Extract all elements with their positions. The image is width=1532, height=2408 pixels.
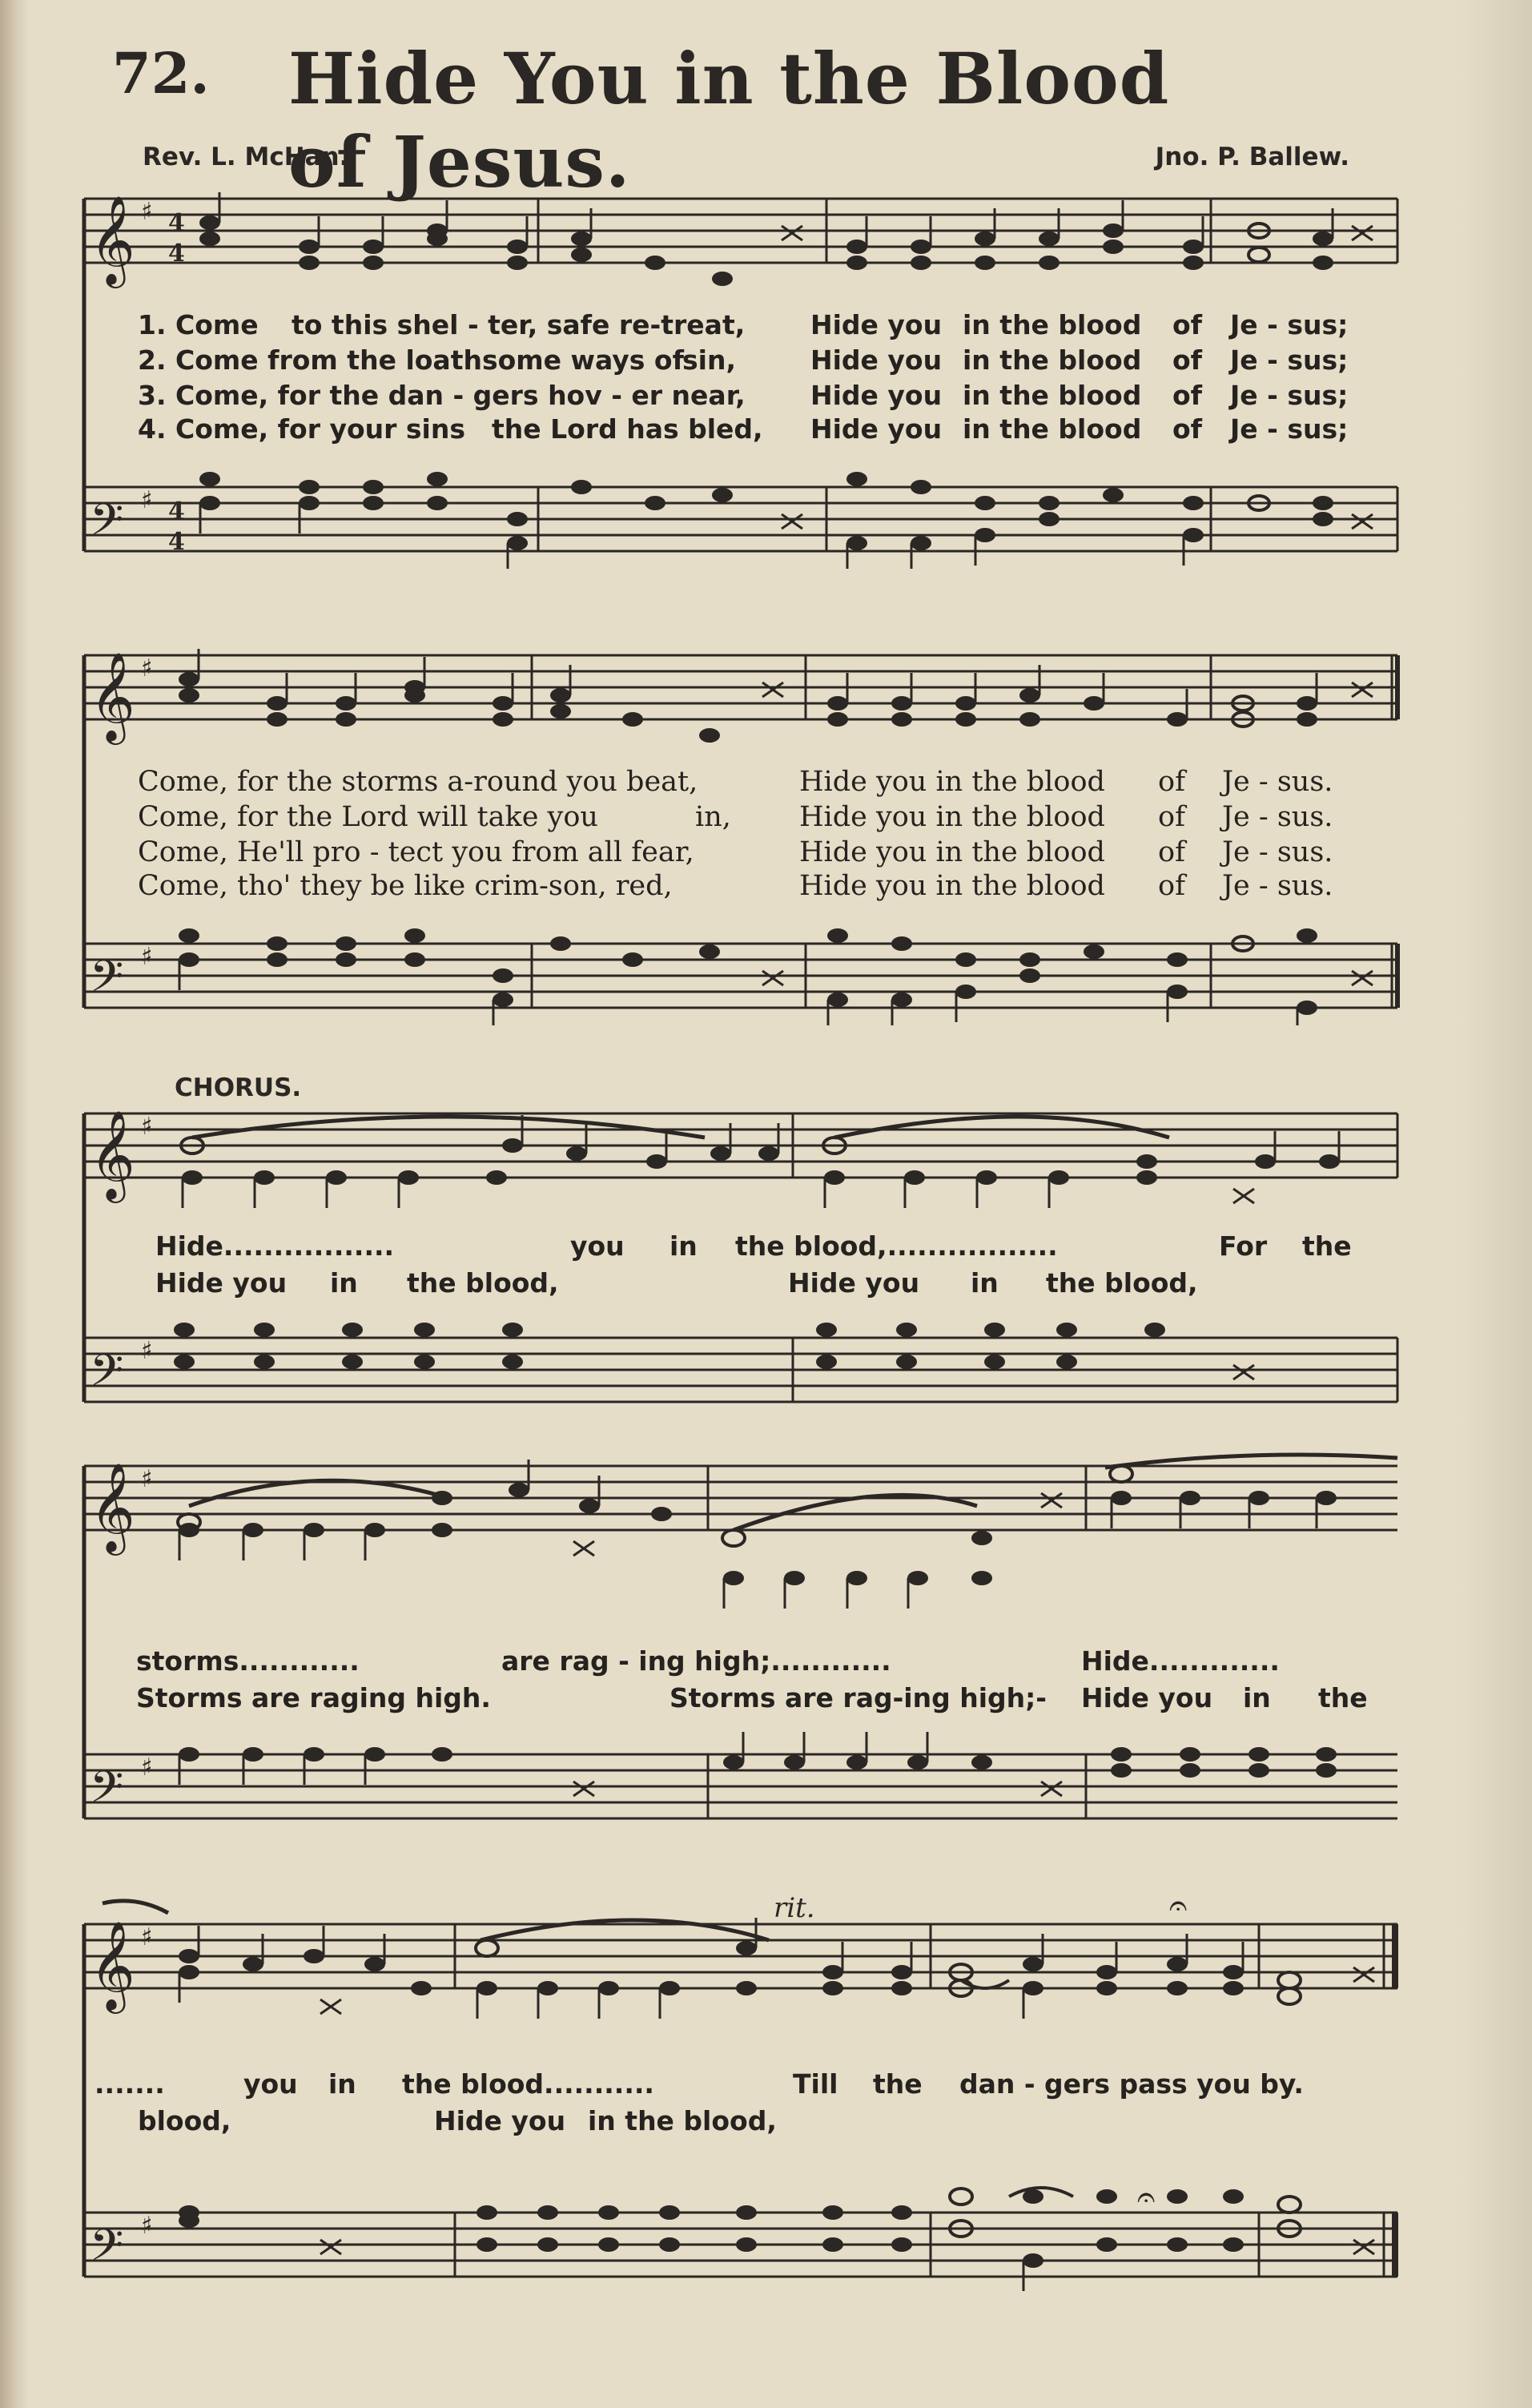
lyric-text: to this shel - ter, safe re-treat, [292,309,746,340]
svg-text:4: 4 [168,240,185,268]
lyric-text: Hide you [810,344,943,376]
lyric-text: of [1158,870,1186,902]
svg-text:4: 4 [168,497,185,525]
lyric-text: Je - sus. [1222,870,1333,902]
lyric-text: Hide you [1081,1682,1213,1713]
svg-text:𝄞: 𝄞 [90,651,135,741]
svg-text:♯: ♯ [141,1923,153,1951]
lyric-text: in [328,2068,356,2100]
lyric-text: the [1302,1230,1352,1262]
lyric-text: Je - sus; [1230,309,1349,340]
lyric-text: Hide................. [155,1230,395,1262]
lyric-text: you [243,2068,298,2100]
lyric-text: in the blood [963,309,1142,340]
lyric-text: of [1172,380,1203,411]
lyric-text: of [1172,413,1203,445]
lyric-text: the blood........... [402,2068,654,2100]
lyric-text: in [1243,1682,1271,1713]
lyric-text: of [1158,766,1186,798]
music-system-3 [0,1099,1532,1419]
lyric-text: Hide you [155,1267,288,1299]
lyric-text: Je - sus; [1230,380,1349,411]
svg-text:𝄞: 𝄞 [90,1109,135,1199]
svg-text:♯: ♯ [141,943,153,971]
lyric-text: ....... [94,2068,165,2100]
lyric-text: in [971,1267,999,1299]
lyric-text: Storms are rag-ing high;- [669,1682,1047,1713]
svg-text:♯: ♯ [141,1113,153,1141]
lyric-text: 2. Come from the loathsome ways of [138,344,684,376]
lyric-text: in [669,1230,698,1262]
lyric-text: of [1158,801,1186,833]
lyric-text: sin, [682,344,736,376]
lyric-text: For [1219,1230,1268,1262]
svg-text:♯: ♯ [141,486,153,514]
svg-text:𝄢: 𝄢 [90,1345,124,1407]
lyric-text: 3. Come, for the dan - gers hov - er near, [138,380,746,411]
lyric-text: in [330,1267,358,1299]
lyric-text: blood, [138,2105,231,2136]
svg-text:𝄞: 𝄞 [90,195,135,284]
lyric-text: of [1158,836,1186,868]
svg-text:𝄞: 𝄞 [90,1462,135,1552]
lyric-text: Come, tho' they be like crim-son, red, [138,870,673,902]
lyric-text: Come, for the storms a-round you beat, [138,766,698,798]
svg-text:𝄐: 𝄐 [1137,2179,1156,2216]
lyric-text: Je - sus. [1222,836,1333,868]
lyric-text: Hide you in the blood [799,870,1105,902]
svg-text:4: 4 [168,528,185,556]
music-system-2 [0,641,1532,1025]
lyric-text: Hide you [788,1267,920,1299]
svg-text:4: 4 [168,209,185,237]
lyric-text: in, [695,801,731,833]
lyric-text: the [1318,1682,1368,1713]
svg-text:𝄞: 𝄞 [90,1920,135,2010]
lyric-text: Hide you [810,380,943,411]
lyric-text: Come, for the Lord will take you [138,801,598,833]
lyricist-credit: Rev. L. McHan. [143,143,349,171]
svg-text:♯: ♯ [141,1754,153,1782]
tempo-marking: rit. [774,1892,815,1924]
svg-text:𝄐: 𝄐 [1169,1887,1188,1924]
lyric-text: Hide you in the blood [799,836,1105,868]
lyric-text: you [570,1230,625,1262]
lyric-text: the [873,2068,923,2100]
lyric-text: storms............ [136,1645,360,1677]
lyric-text: 4. Come, for your sins [138,413,465,445]
svg-text:♯: ♯ [141,654,153,683]
lyric-text: dan - gers pass you by. [959,2068,1304,2100]
chorus-label: CHORUS. [175,1073,302,1102]
hymn-title: Hide You in the Blood of Jesus. [288,37,1170,203]
lyric-text: the blood, [407,1267,559,1299]
lyric-text: Hide you [810,413,943,445]
lyric-text: the blood,................. [735,1230,1058,1262]
lyric-text: in the blood [963,380,1142,411]
lyric-text: Je - sus; [1230,413,1349,445]
hymn-number: 72. [112,40,210,107]
svg-text:♯: ♯ [141,2212,153,2240]
lyric-text: are rag - ing high;............ [501,1645,891,1677]
svg-text:♯: ♯ [141,1337,153,1365]
svg-text:𝄢: 𝄢 [90,1762,124,1823]
lyric-text: in the blood [963,413,1142,445]
lyric-text: Hide you [434,2105,566,2136]
lyric-text: Hide you in the blood [799,801,1105,833]
lyric-text: Storms are raging high. [136,1682,491,1713]
music-system-4 [0,1452,1532,1852]
lyric-text: Hide you [810,309,943,340]
svg-text:𝄢: 𝄢 [90,951,124,1013]
lyric-text: Je - sus. [1222,801,1333,833]
svg-text:♯: ♯ [141,198,153,226]
staff-pair-1 [0,184,1532,569]
svg-text:𝄢: 𝄢 [90,494,124,556]
lyric-text: the blood, [1046,1267,1198,1299]
lyric-text: the Lord has bled, [492,413,763,445]
staff-pair-2 [0,641,1532,1025]
svg-text:𝄢: 𝄢 [90,2220,124,2281]
lyric-text: of [1172,309,1203,340]
lyric-text: Je - sus; [1230,344,1349,376]
svg-text:♯: ♯ [141,1465,153,1493]
lyric-text: Hide............. [1081,1645,1280,1677]
lyric-text: 1. Come [138,309,259,340]
music-system-1 [0,184,1532,569]
lyric-text: Je - sus. [1222,766,1333,798]
lyric-text: of [1172,344,1203,376]
composer-credit: Jno. P. Ballew. [1155,143,1349,171]
lyric-text: Till [793,2068,838,2100]
lyric-text: in the blood, [588,2105,777,2136]
lyric-text: Hide you in the blood [799,766,1105,798]
lyric-text: Come, He'll pro - tect you from all fear, [138,836,694,868]
lyric-text: in the blood [963,344,1142,376]
